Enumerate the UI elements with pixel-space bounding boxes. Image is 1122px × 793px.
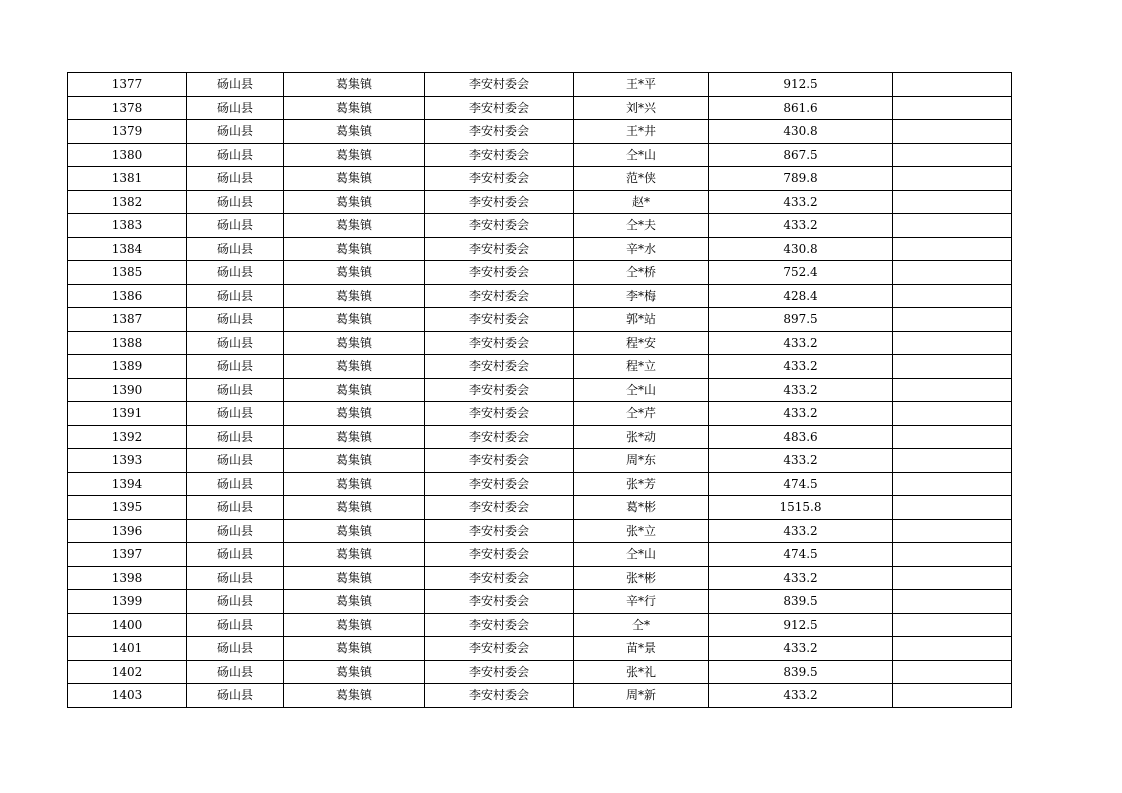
amount-cell: 474.5 xyxy=(709,543,893,567)
row-number-cell: 1389 xyxy=(68,355,187,379)
village-committee-cell: 李安村委会 xyxy=(425,237,574,261)
subsidy-table xyxy=(67,72,1012,708)
town-cell: 葛集镇 xyxy=(284,167,425,191)
name-cell: 赵* xyxy=(574,190,709,214)
county-cell: 砀山县 xyxy=(187,566,284,590)
note-cell xyxy=(893,190,1012,214)
village-committee-cell: 李安村委会 xyxy=(425,472,574,496)
name-cell: 仝*夫 xyxy=(574,214,709,238)
row-number-cell: 1396 xyxy=(68,519,187,543)
town-cell: 葛集镇 xyxy=(284,284,425,308)
table-row xyxy=(68,143,1012,167)
amount-cell: 483.6 xyxy=(709,425,893,449)
row-number-cell: 1394 xyxy=(68,472,187,496)
table-row xyxy=(68,660,1012,684)
table-row xyxy=(68,449,1012,473)
table-row xyxy=(68,237,1012,261)
county-cell: 砀山县 xyxy=(187,237,284,261)
name-cell: 郭*站 xyxy=(574,308,709,332)
note-cell xyxy=(893,143,1012,167)
county-cell: 砀山县 xyxy=(187,355,284,379)
village-committee-cell: 李安村委会 xyxy=(425,590,574,614)
town-cell: 葛集镇 xyxy=(284,543,425,567)
county-cell: 砀山县 xyxy=(187,519,284,543)
row-number-cell: 1387 xyxy=(68,308,187,332)
name-cell: 程*安 xyxy=(574,331,709,355)
row-number-cell: 1395 xyxy=(68,496,187,520)
amount-cell: 912.5 xyxy=(709,613,893,637)
town-cell: 葛集镇 xyxy=(284,566,425,590)
table-row xyxy=(68,402,1012,426)
town-cell: 葛集镇 xyxy=(284,73,425,97)
table-row xyxy=(68,284,1012,308)
note-cell xyxy=(893,425,1012,449)
county-cell: 砀山县 xyxy=(187,284,284,308)
town-cell: 葛集镇 xyxy=(284,496,425,520)
row-number-cell: 1393 xyxy=(68,449,187,473)
note-cell xyxy=(893,120,1012,144)
note-cell xyxy=(893,590,1012,614)
table-row xyxy=(68,167,1012,191)
row-number-cell: 1391 xyxy=(68,402,187,426)
village-committee-cell: 李安村委会 xyxy=(425,425,574,449)
row-number-cell: 1383 xyxy=(68,214,187,238)
note-cell xyxy=(893,237,1012,261)
table-row xyxy=(68,425,1012,449)
table-row xyxy=(68,472,1012,496)
note-cell xyxy=(893,543,1012,567)
amount-cell: 867.5 xyxy=(709,143,893,167)
town-cell: 葛集镇 xyxy=(284,684,425,708)
row-number-cell: 1388 xyxy=(68,331,187,355)
village-committee-cell: 李安村委会 xyxy=(425,143,574,167)
town-cell: 葛集镇 xyxy=(284,237,425,261)
county-cell: 砀山县 xyxy=(187,637,284,661)
name-cell: 辛*水 xyxy=(574,237,709,261)
note-cell xyxy=(893,284,1012,308)
name-cell: 仝*山 xyxy=(574,378,709,402)
town-cell: 葛集镇 xyxy=(284,660,425,684)
town-cell: 葛集镇 xyxy=(284,519,425,543)
amount-cell: 839.5 xyxy=(709,590,893,614)
county-cell: 砀山县 xyxy=(187,402,284,426)
county-cell: 砀山县 xyxy=(187,496,284,520)
table-row xyxy=(68,378,1012,402)
county-cell: 砀山县 xyxy=(187,167,284,191)
table-row xyxy=(68,190,1012,214)
amount-cell: 1515.8 xyxy=(709,496,893,520)
row-number-cell: 1378 xyxy=(68,96,187,120)
table-row xyxy=(68,637,1012,661)
row-number-cell: 1392 xyxy=(68,425,187,449)
county-cell: 砀山县 xyxy=(187,308,284,332)
note-cell xyxy=(893,613,1012,637)
note-cell xyxy=(893,73,1012,97)
village-committee-cell: 李安村委会 xyxy=(425,543,574,567)
amount-cell: 433.2 xyxy=(709,684,893,708)
county-cell: 砀山县 xyxy=(187,543,284,567)
name-cell: 仝*山 xyxy=(574,143,709,167)
town-cell: 葛集镇 xyxy=(284,190,425,214)
village-committee-cell: 李安村委会 xyxy=(425,566,574,590)
county-cell: 砀山县 xyxy=(187,331,284,355)
amount-cell: 430.8 xyxy=(709,237,893,261)
name-cell: 仝* xyxy=(574,613,709,637)
note-cell xyxy=(893,214,1012,238)
name-cell: 张*礼 xyxy=(574,660,709,684)
town-cell: 葛集镇 xyxy=(284,355,425,379)
village-committee-cell: 李安村委会 xyxy=(425,637,574,661)
name-cell: 周*新 xyxy=(574,684,709,708)
row-number-cell: 1377 xyxy=(68,73,187,97)
village-committee-cell: 李安村委会 xyxy=(425,355,574,379)
county-cell: 砀山县 xyxy=(187,378,284,402)
county-cell: 砀山县 xyxy=(187,214,284,238)
table-row xyxy=(68,73,1012,97)
note-cell xyxy=(893,308,1012,332)
name-cell: 周*东 xyxy=(574,449,709,473)
village-committee-cell: 李安村委会 xyxy=(425,378,574,402)
table-row xyxy=(68,308,1012,332)
village-committee-cell: 李安村委会 xyxy=(425,449,574,473)
village-committee-cell: 李安村委会 xyxy=(425,284,574,308)
name-cell: 刘*兴 xyxy=(574,96,709,120)
name-cell: 张*立 xyxy=(574,519,709,543)
table-row xyxy=(68,496,1012,520)
row-number-cell: 1400 xyxy=(68,613,187,637)
amount-cell: 433.2 xyxy=(709,378,893,402)
row-number-cell: 1399 xyxy=(68,590,187,614)
table-row xyxy=(68,590,1012,614)
amount-cell: 912.5 xyxy=(709,73,893,97)
row-number-cell: 1381 xyxy=(68,167,187,191)
town-cell: 葛集镇 xyxy=(284,331,425,355)
town-cell: 葛集镇 xyxy=(284,143,425,167)
town-cell: 葛集镇 xyxy=(284,425,425,449)
town-cell: 葛集镇 xyxy=(284,637,425,661)
name-cell: 张*动 xyxy=(574,425,709,449)
amount-cell: 433.2 xyxy=(709,637,893,661)
county-cell: 砀山县 xyxy=(187,261,284,285)
name-cell: 葛*彬 xyxy=(574,496,709,520)
town-cell: 葛集镇 xyxy=(284,472,425,496)
amount-cell: 897.5 xyxy=(709,308,893,332)
village-committee-cell: 李安村委会 xyxy=(425,120,574,144)
note-cell xyxy=(893,472,1012,496)
name-cell: 仝*桥 xyxy=(574,261,709,285)
county-cell: 砀山县 xyxy=(187,425,284,449)
note-cell xyxy=(893,684,1012,708)
table-row xyxy=(68,214,1012,238)
note-cell xyxy=(893,660,1012,684)
table-row xyxy=(68,120,1012,144)
row-number-cell: 1382 xyxy=(68,190,187,214)
note-cell xyxy=(893,496,1012,520)
table-row xyxy=(68,566,1012,590)
row-number-cell: 1379 xyxy=(68,120,187,144)
amount-cell: 839.5 xyxy=(709,660,893,684)
town-cell: 葛集镇 xyxy=(284,449,425,473)
table-row xyxy=(68,543,1012,567)
county-cell: 砀山县 xyxy=(187,449,284,473)
name-cell: 王*井 xyxy=(574,120,709,144)
name-cell: 程*立 xyxy=(574,355,709,379)
amount-cell: 433.2 xyxy=(709,449,893,473)
village-committee-cell: 李安村委会 xyxy=(425,167,574,191)
amount-cell: 433.2 xyxy=(709,331,893,355)
town-cell: 葛集镇 xyxy=(284,402,425,426)
town-cell: 葛集镇 xyxy=(284,261,425,285)
table-row xyxy=(68,355,1012,379)
table-row xyxy=(68,331,1012,355)
table-row xyxy=(68,684,1012,708)
town-cell: 葛集镇 xyxy=(284,214,425,238)
village-committee-cell: 李安村委会 xyxy=(425,308,574,332)
amount-cell: 433.2 xyxy=(709,190,893,214)
table-row xyxy=(68,519,1012,543)
amount-cell: 861.6 xyxy=(709,96,893,120)
amount-cell: 789.8 xyxy=(709,167,893,191)
county-cell: 砀山县 xyxy=(187,190,284,214)
row-number-cell: 1390 xyxy=(68,378,187,402)
village-committee-cell: 李安村委会 xyxy=(425,660,574,684)
village-committee-cell: 李安村委会 xyxy=(425,214,574,238)
name-cell: 仝*山 xyxy=(574,543,709,567)
village-committee-cell: 李安村委会 xyxy=(425,402,574,426)
row-number-cell: 1398 xyxy=(68,566,187,590)
note-cell xyxy=(893,355,1012,379)
table-row xyxy=(68,613,1012,637)
note-cell xyxy=(893,402,1012,426)
row-number-cell: 1384 xyxy=(68,237,187,261)
note-cell xyxy=(893,519,1012,543)
amount-cell: 474.5 xyxy=(709,472,893,496)
amount-cell: 433.2 xyxy=(709,519,893,543)
name-cell: 张*芳 xyxy=(574,472,709,496)
town-cell: 葛集镇 xyxy=(284,308,425,332)
county-cell: 砀山县 xyxy=(187,73,284,97)
amount-cell: 430.8 xyxy=(709,120,893,144)
town-cell: 葛集镇 xyxy=(284,378,425,402)
name-cell: 仝*芹 xyxy=(574,402,709,426)
village-committee-cell: 李安村委会 xyxy=(425,190,574,214)
name-cell: 李*梅 xyxy=(574,284,709,308)
town-cell: 葛集镇 xyxy=(284,590,425,614)
note-cell xyxy=(893,566,1012,590)
amount-cell: 433.2 xyxy=(709,355,893,379)
name-cell: 辛*行 xyxy=(574,590,709,614)
name-cell: 张*彬 xyxy=(574,566,709,590)
village-committee-cell: 李安村委会 xyxy=(425,96,574,120)
county-cell: 砀山县 xyxy=(187,660,284,684)
table-body xyxy=(68,73,1012,708)
row-number-cell: 1403 xyxy=(68,684,187,708)
county-cell: 砀山县 xyxy=(187,613,284,637)
county-cell: 砀山县 xyxy=(187,684,284,708)
table-row xyxy=(68,261,1012,285)
note-cell xyxy=(893,167,1012,191)
village-committee-cell: 李安村委会 xyxy=(425,331,574,355)
village-committee-cell: 李安村委会 xyxy=(425,613,574,637)
amount-cell: 433.2 xyxy=(709,566,893,590)
note-cell xyxy=(893,449,1012,473)
village-committee-cell: 李安村委会 xyxy=(425,261,574,285)
amount-cell: 752.4 xyxy=(709,261,893,285)
village-committee-cell: 李安村委会 xyxy=(425,519,574,543)
amount-cell: 433.2 xyxy=(709,402,893,426)
county-cell: 砀山县 xyxy=(187,120,284,144)
name-cell: 王*平 xyxy=(574,73,709,97)
note-cell xyxy=(893,96,1012,120)
town-cell: 葛集镇 xyxy=(284,96,425,120)
table-row xyxy=(68,96,1012,120)
note-cell xyxy=(893,331,1012,355)
row-number-cell: 1385 xyxy=(68,261,187,285)
row-number-cell: 1386 xyxy=(68,284,187,308)
row-number-cell: 1401 xyxy=(68,637,187,661)
row-number-cell: 1402 xyxy=(68,660,187,684)
village-committee-cell: 李安村委会 xyxy=(425,684,574,708)
name-cell: 范*侠 xyxy=(574,167,709,191)
village-committee-cell: 李安村委会 xyxy=(425,496,574,520)
county-cell: 砀山县 xyxy=(187,96,284,120)
county-cell: 砀山县 xyxy=(187,590,284,614)
note-cell xyxy=(893,378,1012,402)
town-cell: 葛集镇 xyxy=(284,613,425,637)
row-number-cell: 1397 xyxy=(68,543,187,567)
row-number-cell: 1380 xyxy=(68,143,187,167)
amount-cell: 433.2 xyxy=(709,214,893,238)
county-cell: 砀山县 xyxy=(187,472,284,496)
note-cell xyxy=(893,261,1012,285)
note-cell xyxy=(893,637,1012,661)
county-cell: 砀山县 xyxy=(187,143,284,167)
name-cell: 苗*景 xyxy=(574,637,709,661)
amount-cell: 428.4 xyxy=(709,284,893,308)
town-cell: 葛集镇 xyxy=(284,120,425,144)
village-committee-cell: 李安村委会 xyxy=(425,73,574,97)
